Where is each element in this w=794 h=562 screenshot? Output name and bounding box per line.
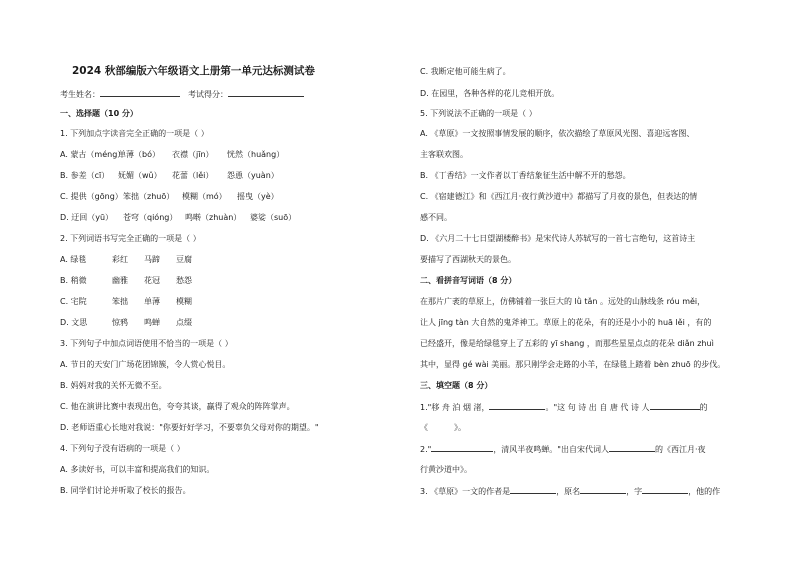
q4-option-b: B. 同学们讨论并听取了校长的报告。 <box>60 486 191 495</box>
name-blank[interactable] <box>100 88 180 97</box>
q3-option-b: B. 妈妈对我的关怀无微不至。 <box>60 381 167 390</box>
q3-option-c: C. 他在演讲比赛中表现出色，夸夸其谈，赢得了观众的阵阵掌声。 <box>60 402 295 411</box>
score-label: 考试得分： <box>188 90 228 99</box>
q5-option-c: C. 《宿建德江》和《西江月·夜行黄沙道中》都描写了月夜的景色，但表达的情 <box>420 192 698 201</box>
section-3-heading: 三、填空题（8 分） <box>420 381 493 390</box>
examinee-info <box>60 88 304 100</box>
name-label: 考生姓名： <box>60 90 100 99</box>
q5-option-d: D. 《六月二十七日望湖楼醉书》是宋代诗人苏轼写的一首七言绝句，这首诗主 <box>420 234 696 243</box>
q5-option-a-cont: 主客联欢图。 <box>420 150 468 159</box>
fill-question-3: 3. 《草原》一文的作者是 ，原名 ，字 ，他的作 <box>420 487 721 496</box>
blank[interactable] <box>489 401 545 410</box>
question-4: 4. 下列句子没有语病的一项是（ ） <box>60 444 185 453</box>
q4-option-c: C. 我断定他可能生病了。 <box>420 67 511 76</box>
q3-option-d: D. 老师语重心长地对我说："你要好好学习，不要辜负父母对你的期望。" <box>60 423 319 432</box>
question-3: 3. 下列句子中加点词语使用不恰当的一项是（ ） <box>60 339 233 348</box>
page-title: 2024 秋部编版六年级语文上册第一单元达标测试卷 <box>72 65 315 77</box>
section-2-heading: 二、看拼音写词语（8 分） <box>420 276 517 285</box>
pinyin-paragraph-line-2: 让人 jīng tàn 大自然的鬼斧神工。草原上的花朵，有的还是小小的 huā lěi ，有的 <box>420 318 712 327</box>
q4-option-d: D. 在园里，各种各样的花儿竞相开放。 <box>420 89 560 98</box>
fill-question-1: 1."移 舟 泊 烟 渚， 。"这 句 诗 出 自 唐 代 诗 人 的 <box>420 403 708 412</box>
blank[interactable] <box>510 485 556 494</box>
right-column <box>420 0 780 562</box>
section-1-heading: 一、选择题（10 分） <box>60 109 138 118</box>
blank[interactable] <box>642 485 688 494</box>
q5-option-a: A. 《草原》一文按照事情发展的顺序，依次描绘了草原风光图、喜迎远客图、 <box>420 129 695 138</box>
pinyin-paragraph-line-4: 其中，显得 gé wài 美丽。那只刚学会走路的小羊，在绿毯上踏着 bèn zhuō 的步伐。 <box>420 360 726 369</box>
question-2: 2. 下列词语书写完全正确的一项是（ ） <box>60 234 201 243</box>
q5-option-d-cont: 要描写了西湖秋天的景色。 <box>420 255 516 264</box>
blank[interactable] <box>609 443 655 452</box>
blank[interactable] <box>580 485 626 494</box>
pinyin-paragraph-line-1: 在那片广袤的草原上，仿佛铺着一张巨大的 lǜ tǎn 。远处的山脉线条 róu měi， <box>420 297 706 306</box>
fill-question-2-cont: 行黄沙道中》。 <box>420 465 472 474</box>
fill-question-1-cont: 《 》。 <box>420 423 466 432</box>
fill-question-2: 2." ，清风半夜鸣蝉。"出自宋代词人 的《西江月·夜 <box>420 445 706 454</box>
q4-option-a: A. 多读好书，可以丰富和提高我们的知识。 <box>60 465 215 474</box>
left-column: 2024 秋部编版六年级语文上册第一单元达标测试卷 考生姓名： 考试得分： 一、选择题（10 分） 1. 下列加点字读音完全正确的一项是（ ） A. 蒙古（méng） 单薄（bó） 衣襟（jīn） 恍然（huǎng） B. 参差（cī） 妩媚（wǔ） 花蕾（lěi） 怨恿（yuàn） C. 提供（gōng） 笨拙（zhuō） 模糊（mó） 摇曳（yè） D. 迂回（yū） 苍穹（qióng） 鸣啭（zhuàn） 婆娑（suō） 2. 下列词语书写完全正确的一项是（ ） A. 绿毯 彩红 马蹄 豆腐 B. 稍微 幽雅 花冠 愁怨 C. 宅院 笨拙 单薄 模糊 D. 文思 惊鸦 鸣蝉 点缀 3. 下列句子中加点词语使用不恰当的一项是（ ） A. 节日的天安门广场花团锦簇，令人赏心悦目。 B. 妈妈对我的关怀无微不至。 C. 他在演讲比赛中表现出色，夸夸其谈，赢得了观众的阵阵掌声。 D. 老师语重心长地对我说："你要好好学习，不要辜负父母对你的期望。" 4. 下列句子没有语病的一项是（ ） A. 多读好书，可以丰富和提高我们的知识。 B. 同学们讨论并听取了校长的报告。 <box>60 65 319 495</box>
question-5: 5. 下列说法不正确的一项是（ ） <box>420 109 537 118</box>
blank[interactable] <box>650 401 700 410</box>
question-1: 1. 下列加点字读音完全正确的一项是（ ） <box>60 129 209 138</box>
pinyin-paragraph-line-3: 已经盛开，像是给绿毯穿上了五彩的 yī shang ，而那些星星点点的花朵 diǎn zhuì <box>420 339 714 348</box>
blank[interactable] <box>431 443 493 452</box>
q3-option-a: A. 节日的天安门广场花团锦簇，令人赏心悦目。 <box>60 360 231 369</box>
score-blank[interactable] <box>228 88 304 97</box>
q5-option-b: B. 《丁香结》一文作者以丁香结象征生活中解不开的愁怨。 <box>420 171 631 180</box>
q5-option-c-cont: 感不同。 <box>420 213 452 222</box>
